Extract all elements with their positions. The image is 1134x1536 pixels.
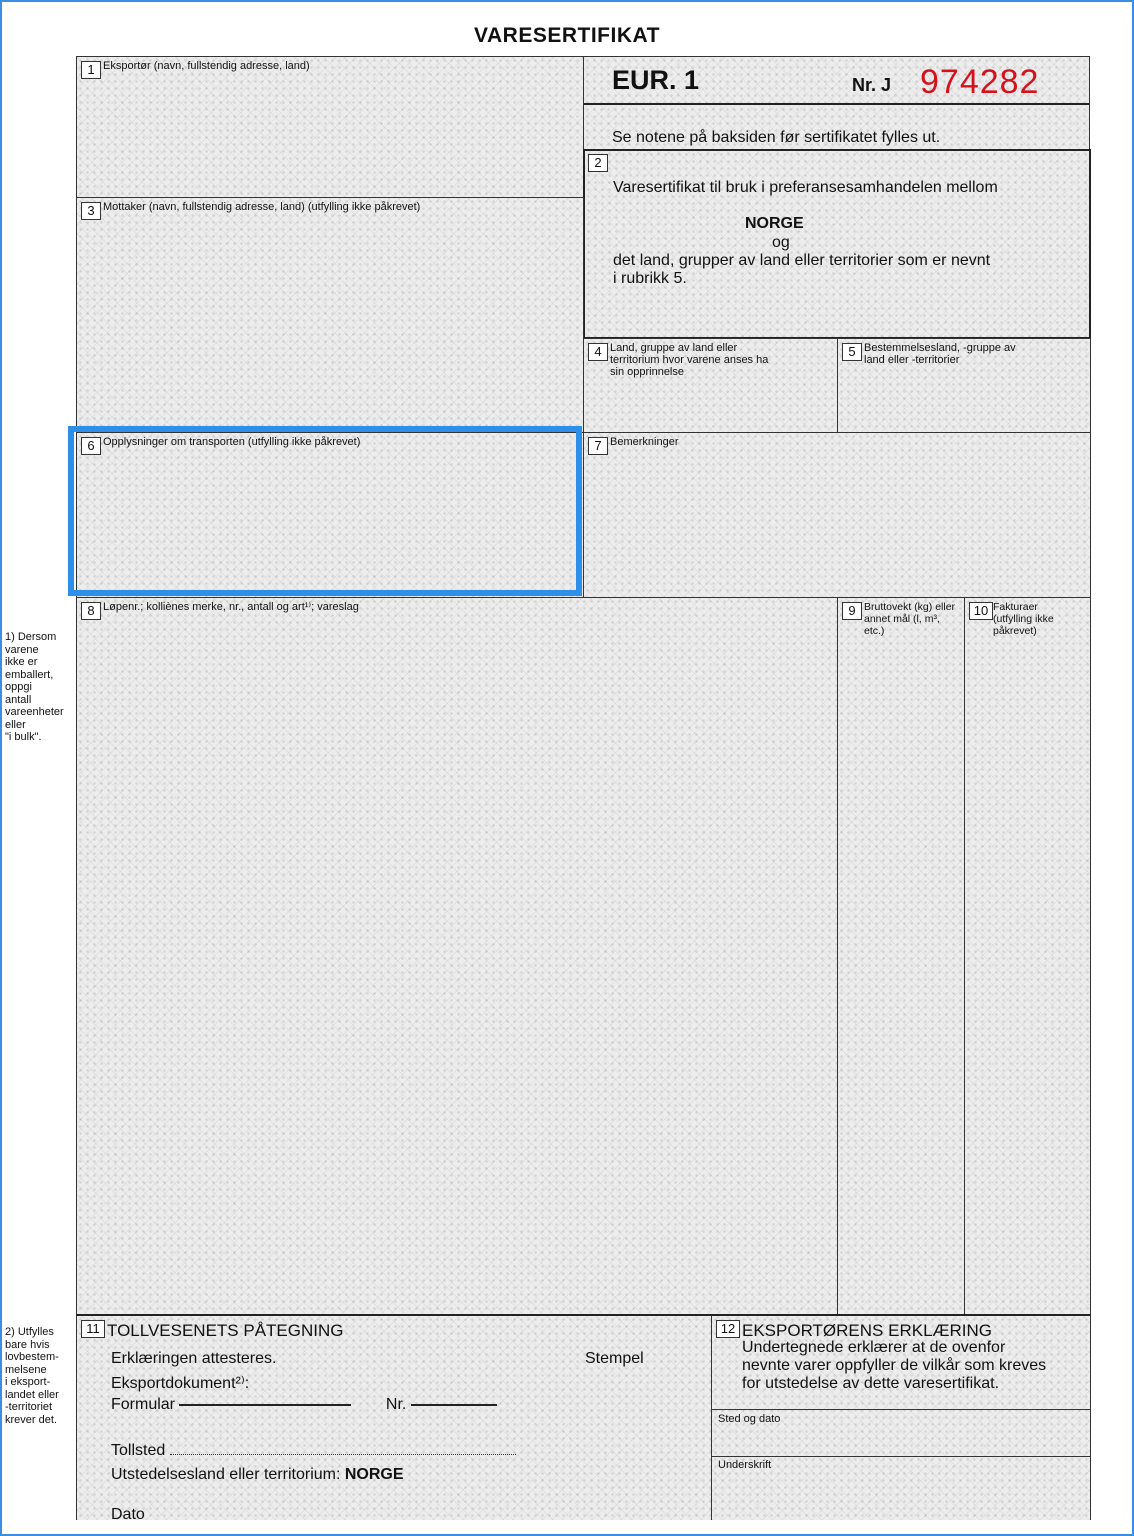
box-number: 4 (588, 343, 608, 361)
box-1-exporter[interactable] (76, 56, 584, 198)
sted-label: Sted og dato (718, 1413, 781, 1425)
box-number: 7 (588, 437, 608, 455)
box2-og: og (772, 234, 790, 251)
box2-line4: i rubrikk 5. (613, 270, 687, 287)
box-4-origin[interactable] (583, 338, 838, 433)
declaration-text-2: nevnte varer oppfyller de vilkår som kreves (742, 1357, 1047, 1374)
eur-header (583, 56, 1090, 150)
footnote-line: varene (5, 643, 39, 656)
box2-line1: Varesertifikat til bruk i preferansesamhandelen mellom (613, 179, 998, 196)
tollsted-field[interactable] (170, 1454, 516, 1455)
box-3-consignee[interactable] (76, 197, 584, 433)
declaration-text-3: for utstedelse av dette varesertifikat. (742, 1375, 1000, 1392)
stempel-label: Stempel (585, 1350, 644, 1367)
issuing-country-value: NORGE (344, 1466, 404, 1483)
eur-label: EUR. 1 (612, 65, 700, 95)
box-7-remarks[interactable] (583, 432, 1091, 598)
footnote-line: 2) Utfylles (5, 1326, 54, 1338)
box-10-invoices[interactable] (964, 597, 1091, 1315)
issuing-country-row (111, 1466, 404, 1484)
footnote-line: melsene (5, 1363, 47, 1376)
box-label: Mottaker (navn, fullstendig adresse, land) (utfylling ikke påkrevet) (103, 201, 421, 213)
footnote-1 (5, 631, 71, 744)
box-label: Eksportør (navn, fullstendig adresse, land) (103, 60, 310, 72)
box-number: 10 (969, 602, 993, 620)
box2-country: NORGE (745, 215, 804, 232)
tollsted-row (111, 1442, 516, 1460)
footnote-line: i eksport- (5, 1376, 51, 1388)
sted-field[interactable] (712, 1409, 1090, 1457)
box-number: 12 (716, 1320, 740, 1338)
box-number: 11 (81, 1320, 105, 1338)
box-9-weight[interactable] (837, 597, 965, 1315)
box-number: 6 (81, 437, 101, 455)
footnote-2 (5, 1326, 71, 1426)
box-number: 1 (81, 61, 101, 79)
tollsted-label: Tollsted (111, 1442, 166, 1459)
box-12-declaration (711, 1314, 1091, 1520)
box-label: Løpenr.; kolliènes merke, nr., antall og art¹⁾; vareslag (103, 601, 359, 613)
box-label: Opplysninger om transporten (utfylling ikke påkrevet) (103, 436, 361, 448)
box-number: 3 (81, 202, 101, 220)
box-label: Fakturaer (utfylling ikke påkrevet) (993, 601, 1054, 637)
formular-label: Formular (111, 1396, 176, 1413)
selection-highlight (68, 426, 582, 596)
underskrift-label: Underskrift (718, 1459, 772, 1471)
footnote-line: "i bulk". (5, 731, 42, 743)
box-number: 8 (81, 602, 101, 620)
certificate-number: 974282 (920, 63, 1040, 101)
nr-field[interactable] (411, 1404, 497, 1406)
document-title: VARESERTIFIKAT (474, 24, 660, 47)
declaration-heading: EKSPORTØRENS ERKLÆRING (742, 1321, 993, 1340)
footnote-line: oppgi (5, 681, 32, 693)
nr-label: Nr. (385, 1396, 407, 1413)
footnote-line: eller (5, 718, 26, 731)
declaration-text-1: Undertegnede erklærer at de ovenfor (742, 1339, 1006, 1356)
box2-line3: det land, grupper av land eller territorier som er nevnt (613, 252, 991, 269)
footnote-line: krever det. (5, 1413, 57, 1426)
footnote-line: vareenheter (5, 706, 64, 718)
box-number: 5 (842, 343, 862, 361)
formular-field[interactable] (179, 1404, 351, 1406)
box-5-destination[interactable] (837, 338, 1091, 433)
attest-text: Erklæringen attesteres. (111, 1350, 277, 1367)
footnote-line: -territoriet (5, 1401, 53, 1413)
box-8-goods[interactable] (76, 597, 838, 1315)
issuing-country-label: Utstedelsesland eller territorium: (111, 1466, 341, 1483)
box-label: Bestemmelsesland, -gruppe av land eller -territorier (864, 342, 1016, 366)
export-doc-label: Eksportdokument²⁾: (111, 1375, 250, 1392)
box-2-trade (583, 149, 1091, 339)
box-label: Land, gruppe av land eller territorium hvor varene anses ha sin opprinnelse (610, 342, 769, 378)
dato-label: Dato (111, 1506, 145, 1523)
box-label: Bemerkninger (610, 436, 679, 448)
box-number: 9 (842, 602, 862, 620)
footnote-line: 1) Dersom (5, 631, 57, 643)
footnote-line: lovbestem- (5, 1351, 59, 1363)
formular-row (111, 1396, 497, 1414)
customs-heading: TOLLVESENETS PÅTEGNING (107, 1321, 344, 1340)
underskrift-field[interactable] (712, 1456, 1090, 1522)
nr-prefix: Nr. J (852, 75, 892, 95)
box-label: Bruttovekt (kg) eller annet mål (l, m³, etc.) (864, 601, 956, 637)
footnote-line: landet eller (5, 1388, 59, 1401)
instructions-note: Se notene på baksiden før sertifikatet fylles ut. (612, 129, 941, 146)
footnote-line: bare hvis (5, 1338, 50, 1351)
header-rule (584, 103, 1089, 105)
footnote-line: antall (5, 693, 32, 706)
box-number: 2 (588, 154, 608, 172)
footnote-line: emballert, (5, 668, 54, 681)
footnote-line: ikke er (5, 656, 38, 668)
box-11-customs (76, 1314, 712, 1523)
